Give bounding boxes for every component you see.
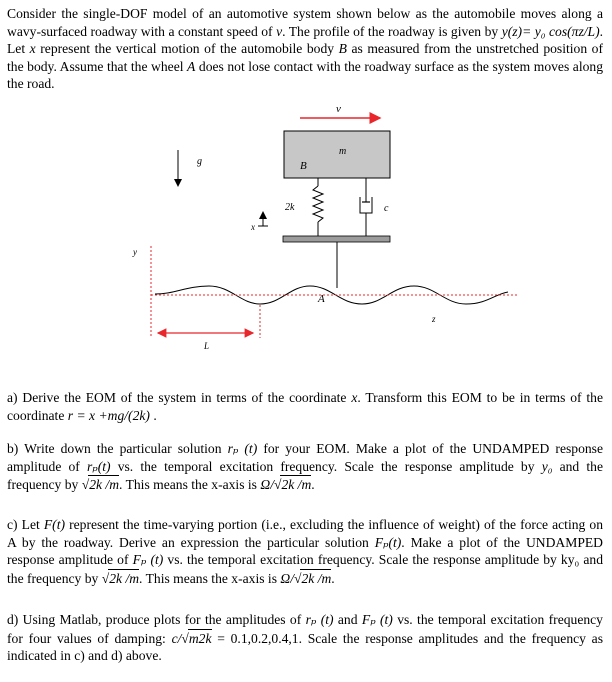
damper-label: c <box>384 203 389 214</box>
z-label: z <box>432 314 436 324</box>
gravity-label: g <box>197 156 202 167</box>
intro-paragraph: Consider the single-DOF model of an automotive system shown below as the automobile moves along a wavy-surfaced roadway with a constant speed of v. The profile of the roadway is given by y(z)= y₀ cos(πz/L). Let x represent the vertical motion of the automobile body B as measured from the unstretched position of the body. Assume that the wheel A does not lose contact with the roadway surface as the system moves along the road. <box>7 6 604 91</box>
part-d: d) Using Matlab, produce plots for the amplitudes of rₚ (t) and Fₚ (t) vs. the temporal excitation frequency for four values of damping: c/√m2k = 0.1,0.2,0.4,1. Scale the response amplitudes and the frequency as indicated in c) and d) above. <box>7 612 604 663</box>
part-c: c) Let F(t) represent the time-varying portion (i.e., excluding the influence of weight) of the force acting on A by the roadway. Derive an expression the particular solution Fₚ(t). Make a plot of the UNDAMPED response amplitude of Fₚ (t) vs. the temporal excitation frequency. Scale the response amplitude by ky₀ and the frequency by √2k /m. This means the x-axis is Ω/√2k /m. <box>7 517 604 586</box>
body-label: B <box>300 160 307 172</box>
wheel-label: A <box>318 293 325 305</box>
spring-label: 2k <box>285 202 295 213</box>
x-label: x <box>251 222 255 232</box>
axle-bar <box>283 236 390 242</box>
L-label: L <box>204 341 210 351</box>
suspension-figure <box>0 96 612 366</box>
part-b: b) Write down the particular solution rₚ (t) for your EOM. Make a plot of the UNDAMPED response amplitude of rₚ(t) vs. the temporal excitation frequency. Scale the response amplitude by y₀ and the frequency by √2k /m. This means the x-axis is Ω/√2k /m. <box>7 441 603 492</box>
mass-label: m <box>339 146 347 157</box>
part-a: a) Derive the EOM of the system in terms of the coordinate x. Transform this EOM to be in terms of the coordinate r = x +mg/(2k) . <box>7 390 603 423</box>
y-label: y <box>133 247 137 257</box>
velocity-label: v <box>336 103 341 115</box>
spring <box>313 186 323 222</box>
